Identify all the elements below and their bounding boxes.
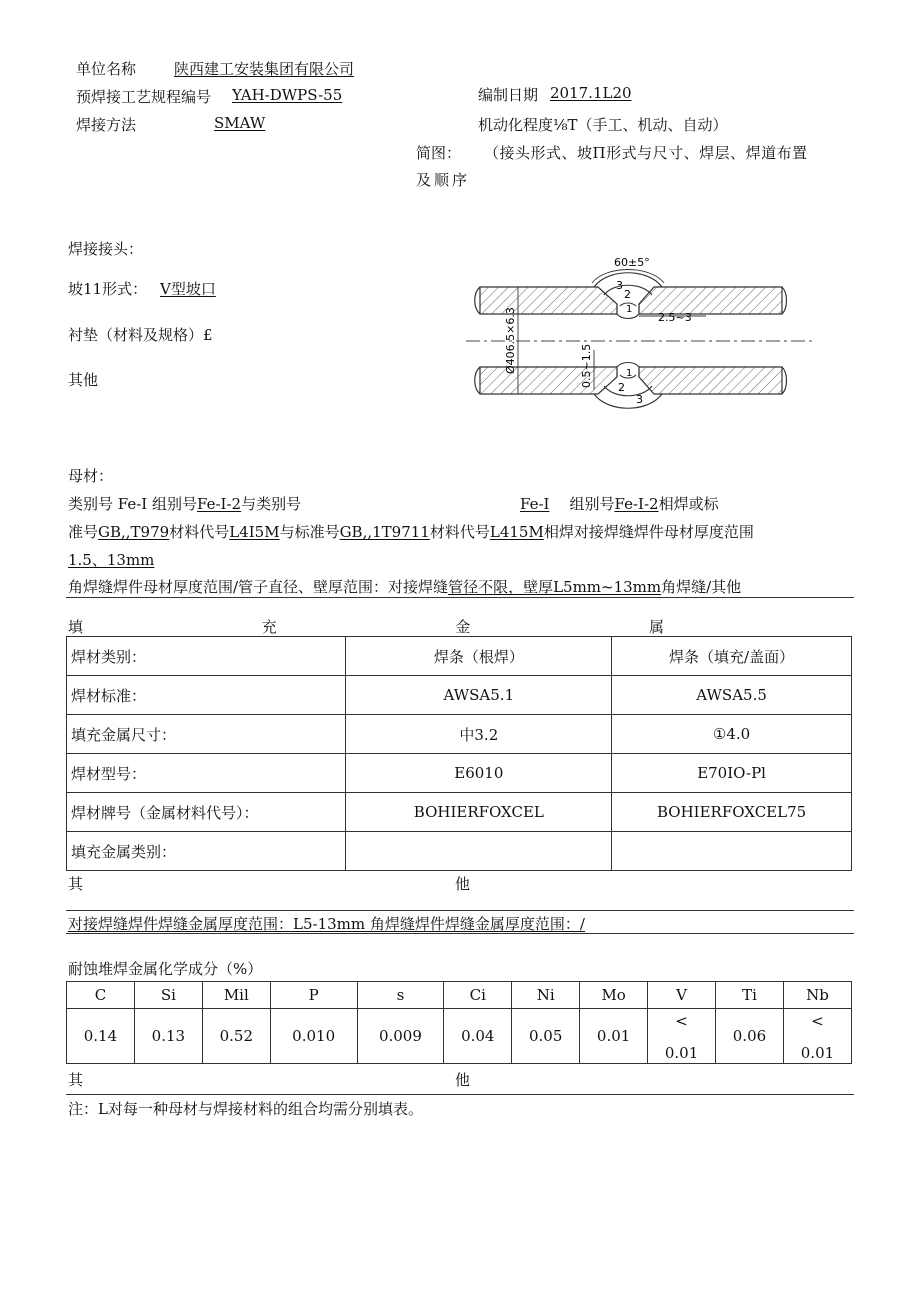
divider	[66, 910, 854, 911]
wps-value: YAH-DWPS-55	[232, 86, 343, 104]
divider	[66, 597, 854, 598]
element-value: 0.06	[716, 1009, 784, 1064]
filler-root: AWSA5.1	[346, 676, 612, 715]
other-char: 他	[454, 1071, 470, 1089]
filler-root: BOHIERFOXCEL	[346, 793, 612, 832]
sketch-description: （接头形式、坡Π形式与尺寸、焊层、焊道布置	[484, 144, 808, 162]
element-value: 0.14	[67, 1009, 135, 1064]
bm-fillet-other: 角焊缝/其他	[661, 578, 742, 596]
bm-pipe-range: 管径不限，壁厚L5mm~13mm	[448, 578, 662, 596]
table-row	[67, 676, 852, 715]
element-header: V	[648, 982, 716, 1009]
element-header: P	[270, 982, 357, 1009]
weld-thickness-range: 对接焊缝焊件焊缝金属厚度范围：L5-13mm 角焊缝焊件焊缝金属厚度范围：/	[68, 915, 585, 933]
bm-std-label-2: 与标准号	[279, 523, 340, 541]
unit-value: 陕西建工安装集团有限公司	[174, 60, 355, 78]
top-pass-3: 3	[616, 279, 623, 292]
element-header: Si	[134, 982, 202, 1009]
joint-sketch	[466, 250, 826, 412]
filler-root: 焊条（根焊）	[346, 637, 612, 676]
base-metal-line1-right	[520, 493, 719, 514]
filler-title-char: 金	[455, 618, 471, 636]
filler-cap: AWSA5.5	[612, 676, 852, 715]
element-header: Mo	[580, 982, 648, 1009]
bm-std-label: 准号	[68, 523, 99, 541]
angle-arc	[592, 270, 664, 284]
element-header: Mil	[202, 982, 270, 1009]
element-value: 0.009	[357, 1009, 444, 1064]
unit-label: 单位名称	[76, 60, 137, 78]
method-value: SMAW	[214, 114, 266, 132]
element-value: 0.04	[444, 1009, 512, 1064]
sketch-label: 简图：	[416, 144, 462, 162]
element-value: 0.01	[664, 1044, 699, 1062]
element-value: 0.01	[580, 1009, 648, 1064]
bm-category-2: Fe-I	[520, 495, 550, 513]
filler-cap: BOHIERFOXCEL75	[612, 793, 852, 832]
table-row	[67, 832, 852, 871]
groove-value: V型坡口	[160, 280, 216, 298]
bm-group-1: Fe-I-2	[197, 495, 242, 513]
bm-thickness-label: 相焊对接焊缝焊件母材厚度范围	[543, 523, 754, 541]
bm-and-category: 与类别号	[241, 495, 302, 513]
filler-cap	[612, 832, 852, 871]
filler-other	[68, 873, 470, 894]
wps-label: 预焊接工艺规程编号	[76, 88, 212, 106]
other-char: 他	[454, 875, 470, 893]
element-value-cell	[648, 1009, 716, 1064]
root-face-dimension: 0.5~1.5	[580, 343, 593, 388]
base-metal-line1	[68, 493, 301, 514]
date-label: 编制日期	[478, 86, 539, 104]
chemistry-title: 耐蚀堆焊金属化学成分（%）	[68, 960, 263, 978]
bm-code-label: 材料代号	[169, 523, 230, 541]
bottom-pass-1: 1	[626, 368, 633, 379]
bm-group-2: Fe-I-2	[614, 495, 659, 513]
bm-std-2: GB,,1T9711	[339, 523, 430, 541]
bm-group-label: 组别号	[569, 495, 615, 513]
filler-label: 焊材标准：	[67, 676, 346, 715]
filler-root: 中3.2	[346, 715, 612, 754]
filler-title-char: 属	[648, 618, 664, 636]
filler-title-char: 充	[261, 618, 277, 636]
filler-label: 填充金属类别：	[67, 832, 346, 871]
top-pass-2: 2	[624, 288, 631, 301]
base-metal-line4	[68, 576, 741, 597]
filler-cap: E70IO-Pl	[612, 754, 852, 793]
element-value: 0.05	[512, 1009, 580, 1064]
filler-cap: 焊条（填充/盖面）	[612, 637, 852, 676]
groove-label: 坡11形式：	[68, 280, 148, 298]
backing-label: 衬垫（材料及规格）£	[68, 326, 213, 344]
bm-code-2: L415M	[489, 523, 544, 541]
base-metal-title: 母材：	[68, 467, 114, 485]
base-metal-line2	[68, 521, 754, 542]
diameter-dimension: Ø406.5×6.3	[504, 307, 517, 374]
bottom-pass-3: 3	[636, 393, 643, 406]
filler-label: 焊材牌号（金属材料代号）：	[67, 793, 346, 832]
less-than-sign: <	[811, 1012, 824, 1030]
element-header: C	[67, 982, 135, 1009]
filler-root	[346, 832, 612, 871]
divider	[66, 933, 854, 934]
angle-dimension: 60±5°	[614, 256, 650, 269]
filler-label: 填充金属尺寸：	[67, 715, 346, 754]
bm-category-label: 类别号 Fe-I 组别号	[68, 495, 197, 513]
bm-code-1: L4I5M	[229, 523, 280, 541]
bm-tail: 相焊或标	[658, 495, 719, 513]
sketch-description-cont: 及顺序	[416, 171, 471, 189]
filler-cap: ①4.0	[612, 715, 852, 754]
bm-thickness-range: 1.5、13mm	[68, 551, 155, 569]
element-value: 0.52	[202, 1009, 270, 1064]
divider	[66, 1094, 854, 1095]
footnote: 注：L对每一种母材与焊接材料的组合均需分别填表。	[68, 1100, 423, 1118]
filler-root: E6010	[346, 754, 612, 793]
element-value-cell	[783, 1009, 851, 1064]
joint-other: 其他	[68, 371, 99, 389]
element-header: Ci	[444, 982, 512, 1009]
chemistry-other	[68, 1069, 470, 1090]
table-row	[67, 982, 852, 1009]
other-char: 其	[68, 875, 84, 893]
bm-std-1: GB,,T979	[98, 523, 170, 541]
chemistry-table	[66, 981, 852, 1064]
table-row	[67, 754, 852, 793]
element-header: s	[357, 982, 444, 1009]
element-header: Nb	[783, 982, 851, 1009]
filler-title-char: 填	[68, 618, 84, 636]
table-row	[67, 637, 852, 676]
joint-title: 焊接接头：	[68, 240, 144, 258]
less-than-sign: <	[675, 1012, 688, 1030]
table-row	[67, 715, 852, 754]
table-row	[67, 1009, 852, 1064]
date-value: 2017.1L20	[550, 84, 632, 102]
filler-title	[68, 616, 664, 637]
element-header: Ni	[512, 982, 580, 1009]
filler-label: 焊材类别：	[67, 637, 346, 676]
table-row	[67, 793, 852, 832]
top-pass-1: 1	[626, 304, 633, 315]
filler-metal-table	[66, 636, 852, 871]
element-header: Ti	[716, 982, 784, 1009]
bottom-pass-2: 2	[618, 381, 625, 394]
element-value: 0.01	[800, 1044, 835, 1062]
mechanization-text: 机动化程度⅛T（手工、机动、自动）	[478, 116, 728, 134]
filler-label: 焊材型号：	[67, 754, 346, 793]
other-char: 其	[68, 1071, 84, 1089]
bm-code-label-2: 材料代号	[429, 523, 490, 541]
method-label: 焊接方法	[76, 116, 137, 134]
element-value: 0.13	[134, 1009, 202, 1064]
element-value: 0.010	[270, 1009, 357, 1064]
gap-dimension: 2.5~3	[658, 311, 692, 324]
bm-fillet-label: 角焊缝焊件母材厚度范围/管子直径、壁厚范围：对接焊缝	[68, 578, 449, 596]
